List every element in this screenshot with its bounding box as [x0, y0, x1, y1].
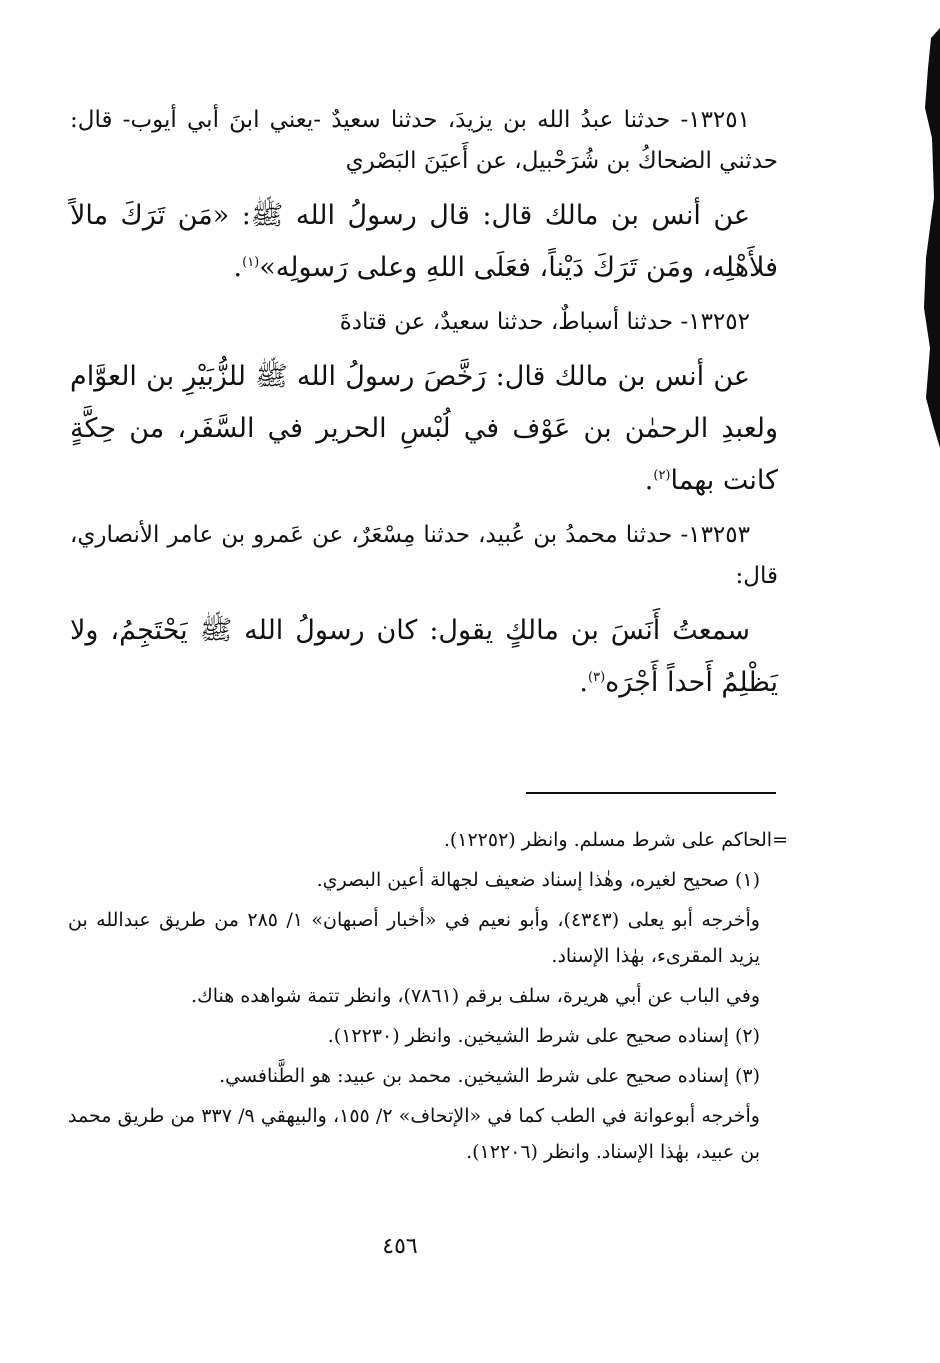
footnote-line: وفي الباب عن أبي هريرة، سلف برقم (٧٨٦١)، وانظر تتمة شواهده هناك.	[191, 985, 760, 1007]
footnote-divider	[526, 792, 776, 794]
hadith-chain	[70, 515, 778, 597]
chain-text: حدثنا محمدُ بن عُبيد، حدثنا مِسْعَرٌ، عن عَمرو بن عامر الأنصاري، قال:	[70, 522, 778, 589]
end-mark: .	[644, 465, 654, 496]
chain-text: حدثنا أسباطٌ، حدثنا سعيدٌ، عن قتادةَ	[339, 309, 674, 335]
chain-text: حدثنا عبدُ الله بن يزيدَ، حدثنا سعيدٌ -يعني ابنَ أبي أيوب- قال: حدثني الضحاكُ بن شُرَحْبيل، عن أَعيَنَ البَصْري	[70, 107, 778, 174]
end-mark: .	[233, 252, 243, 283]
page-number: ٤٥٦	[382, 1234, 418, 1259]
hadith-text	[70, 351, 778, 507]
hadith-chain	[70, 302, 778, 343]
matn-text: عن أنس بن مالك قال: رَخَّصَ رسولُ الله ﷺ للزُّبَيْرِ بن العوَّام ولعبدِ الرحمٰن بن عَوْف في لُبْسِ الحرير في السَّفَر، من حِكَّةٍ كانت بهما	[70, 361, 778, 496]
footnote-line: (١) صحيح لغيره، وهٰذا إسناد ضعيف لجهالة أعين البصري.	[316, 869, 760, 891]
hadith-number: ١٣٢٥٣-	[680, 522, 750, 548]
footnote-line: وأخرجه أبوعوانة في الطب كما في «الإتحاف» ٢/ ١٥٥، والبيهقي ٩/ ٣٣٧ من طريق محمد بن عبيد، بهٰذا الإسناد. وانظر (١٢٢٠٦).	[68, 1105, 760, 1163]
footnote-ref: (٣)	[588, 670, 606, 685]
end-mark: .	[579, 667, 589, 698]
matn-text: عن أنس بن مالك قال: قال رسولُ الله ﷺ: «مَن تَرَكَ مالاً فلأَهْلِه، ومَن تَرَكَ دَيْناً، فعَلَى اللهِ وعلى رَسولِه»	[70, 200, 778, 283]
footnote-line: وأخرجه أبو يعلى (٤٣٤٣)، وأبو نعيم في «أخبار أصبهان» ١/ ٢٨٥ من طريق عبدالله بن يزيد المقرىء، بهٰذا الإسناد.	[68, 909, 760, 967]
footnote-line: =الحاكم على شرط مسلم. وانظر (١٢٢٥٢).	[443, 829, 788, 851]
hadith-chain	[70, 100, 778, 182]
hadith-section	[70, 100, 778, 717]
hadith-text	[70, 190, 778, 294]
hadith-number: ١٣٢٥٢-	[680, 309, 750, 335]
matn-text: سمعتُ أَنَسَ بن مالكٍ يقول: كان رسولُ الله ﷺ يَحْتَجِمُ، ولا يَظْلِمُ أَحداً أَجْرَه	[70, 615, 778, 698]
footnotes	[68, 822, 788, 1174]
footnote-ref: (٢)	[653, 468, 671, 483]
scan-edge-shadow	[922, 28, 940, 448]
footnote-line: (٣) إسناده صحيح على شرط الشيخين. محمد بن عبيد: هو الطَّنافسي.	[219, 1065, 760, 1087]
hadith-text	[70, 605, 778, 709]
hadith-number: ١٣٢٥١-	[680, 107, 750, 133]
footnote-line: (٢) إسناده صحيح على شرط الشيخين. وانظر (١٢٢٣٠).	[327, 1025, 760, 1047]
footnote-ref: (١)	[242, 255, 260, 270]
